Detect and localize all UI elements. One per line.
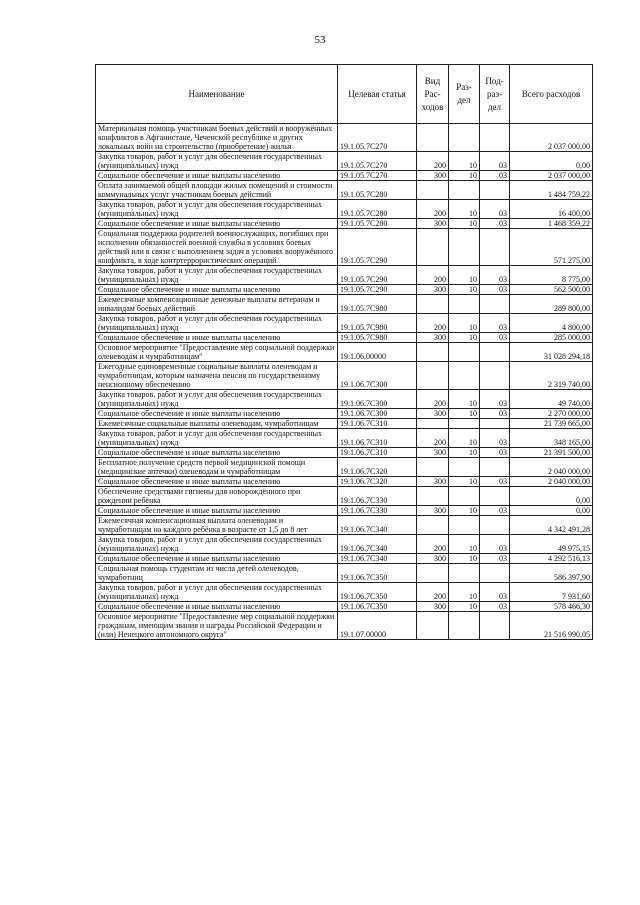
cell-code: 19.1.06.7С350 [338, 583, 417, 602]
cell-amount: 8 775,00 [510, 266, 593, 285]
cell-vid [417, 419, 449, 429]
cell-name: Закупка товаров, работ и услуг для обеспечения государственных (муниципальных) нужд [96, 390, 338, 409]
cell-vid: 200 [417, 390, 449, 409]
header-code: Целевая статья [338, 65, 417, 124]
table-row [96, 535, 593, 554]
cell-podrazdel: 03 [480, 506, 510, 516]
table-row [96, 487, 593, 506]
cell-razdel [449, 487, 480, 506]
cell-code: 19.1.06.7С350 [338, 564, 417, 583]
cell-code: 19.1.06.7С340 [338, 516, 417, 535]
table-row [96, 564, 593, 583]
cell-razdel [449, 181, 480, 200]
cell-vid: 300 [417, 285, 449, 295]
cell-name: Основное мероприятие "Предоставление мер социальной поддержки гражданам, имеющим звания и награды Российской Федерации и (или) Ненецкого автономного округа" [96, 612, 338, 640]
cell-code: 19.1.06.7С300 [338, 409, 417, 419]
cell-podrazdel [480, 362, 510, 390]
cell-name: Ежемесячные социальные выплаты оленеводам, чумработницам [96, 419, 338, 429]
cell-code: 19.1.05.7С270 [338, 152, 417, 171]
cell-podrazdel [480, 295, 510, 314]
cell-amount: 586 397,90 [510, 564, 593, 583]
cell-podrazdel: 03 [480, 266, 510, 285]
cell-razdel [449, 564, 480, 583]
header-name: Наименование [96, 65, 338, 124]
cell-vid: 300 [417, 554, 449, 564]
table-row [96, 419, 593, 429]
cell-amount: 0,00 [510, 487, 593, 506]
cell-podrazdel: 03 [480, 448, 510, 458]
cell-podrazdel: 03 [480, 602, 510, 612]
cell-amount: 2 319 740,00 [510, 362, 593, 390]
cell-vid: 300 [417, 333, 449, 343]
cell-razdel: 10 [449, 219, 480, 229]
cell-razdel: 10 [449, 535, 480, 554]
cell-code: 19.1.06.7С310 [338, 419, 417, 429]
table-row [96, 390, 593, 409]
cell-vid [417, 181, 449, 200]
cell-podrazdel: 03 [480, 333, 510, 343]
cell-amount: 571 275,00 [510, 229, 593, 266]
table-row [96, 266, 593, 285]
cell-vid: 300 [417, 171, 449, 181]
cell-amount: 2 270 000,00 [510, 409, 593, 419]
cell-name: Социальное обеспечение и иные выплаты населению [96, 448, 338, 458]
cell-code: 19.1.06.7С340 [338, 535, 417, 554]
table-row [96, 583, 593, 602]
cell-razdel: 10 [449, 333, 480, 343]
cell-amount: 578 466,30 [510, 602, 593, 612]
cell-razdel: 10 [449, 583, 480, 602]
cell-code: 19.1.05.7С270 [338, 124, 417, 152]
table-row [96, 429, 593, 448]
table-row [96, 333, 593, 343]
cell-amount: 4 800,00 [510, 314, 593, 333]
cell-name: Бесплатное получение средств первой медицинской помощи (медицинские аптечки) оленеводам и чумработницам [96, 458, 338, 477]
cell-name: Социальное обеспечение и иные выплаты населению [96, 477, 338, 487]
table-row [96, 343, 593, 362]
cell-razdel: 10 [449, 506, 480, 516]
cell-name: Закупка товаров, работ и услуг для обеспечения государственных (муниципальных) нужд [96, 429, 338, 448]
cell-amount: 1 484 759,22 [510, 181, 593, 200]
cell-name: Закупка товаров, работ и услуг для обеспечения государственных (муниципальных) нужд [96, 266, 338, 285]
cell-podrazdel [480, 229, 510, 266]
cell-code: 19.1.05.7С280 [338, 200, 417, 219]
cell-razdel [449, 229, 480, 266]
cell-code: 19.1.05.7С290 [338, 285, 417, 295]
header-total: Всего расходов [510, 65, 593, 124]
cell-name: Основное мероприятие "Предоставление мер социальной поддержки оленеводам и чумработницам" [96, 343, 338, 362]
cell-podrazdel [480, 487, 510, 506]
cell-vid: 300 [417, 602, 449, 612]
cell-amount: 285 000,00 [510, 333, 593, 343]
cell-razdel: 10 [449, 266, 480, 285]
cell-razdel: 10 [449, 200, 480, 219]
table-row [96, 612, 593, 640]
cell-code: 19.1.06.7С310 [338, 429, 417, 448]
table-row [96, 516, 593, 535]
cell-vid: 200 [417, 200, 449, 219]
cell-vid: 300 [417, 477, 449, 487]
table-row [96, 181, 593, 200]
table-row [96, 448, 593, 458]
cell-razdel [449, 124, 480, 152]
cell-razdel: 10 [449, 390, 480, 409]
cell-code: 19.1.06.00000 [338, 343, 417, 362]
cell-code: 19.1.05.7С280 [338, 219, 417, 229]
cell-vid: 300 [417, 506, 449, 516]
cell-vid [417, 124, 449, 152]
cell-name: Ежемесячная компенсационная выплата оленеводам и чумработницам на каждого ребёнка в возрасте от 1,5 до 8 лет [96, 516, 338, 535]
cell-podrazdel [480, 419, 510, 429]
cell-vid: 200 [417, 266, 449, 285]
cell-code: 19.1.06.7С330 [338, 506, 417, 516]
cell-amount: 21 391 500,00 [510, 448, 593, 458]
cell-code: 19.1.06.7С300 [338, 362, 417, 390]
table-row [96, 200, 593, 219]
cell-code: 19.1.06.7С340 [338, 554, 417, 564]
cell-amount: 2 040 000,00 [510, 458, 593, 477]
page-number: 53 [314, 34, 326, 46]
cell-vid [417, 487, 449, 506]
cell-podrazdel: 03 [480, 171, 510, 181]
cell-podrazdel: 03 [480, 477, 510, 487]
cell-vid [417, 343, 449, 362]
cell-name: Социальное обеспечение и иные выплаты населению [96, 506, 338, 516]
budget-table [95, 64, 593, 640]
cell-name: Социальное обеспечение и иные выплаты населению [96, 171, 338, 181]
cell-name: Закупка товаров, работ и услуг для обеспечения государственных (муниципальных) нужд [96, 314, 338, 333]
table-row [96, 458, 593, 477]
table-row [96, 409, 593, 419]
cell-name: Социальное обеспечение и иные выплаты населению [96, 602, 338, 612]
cell-podrazdel [480, 181, 510, 200]
cell-podrazdel [480, 124, 510, 152]
cell-razdel: 10 [449, 152, 480, 171]
cell-amount: 7 931,60 [510, 583, 593, 602]
table-row [96, 152, 593, 171]
cell-name: Закупка товаров, работ и услуг для обеспечения государственных (муниципальных) нужд [96, 200, 338, 219]
cell-vid: 200 [417, 583, 449, 602]
cell-name: Закупка товаров, работ и услуг для обеспечения государственных (муниципальных) нужд [96, 535, 338, 554]
cell-name: Социальная помощь студентам из числа детей оленеводов, чумработниц [96, 564, 338, 583]
cell-code: 19.1.05.7С280 [338, 181, 417, 200]
cell-amount: 289 800,00 [510, 295, 593, 314]
table-row [96, 124, 593, 152]
cell-razdel: 10 [449, 429, 480, 448]
table-row [96, 477, 593, 487]
cell-razdel [449, 295, 480, 314]
cell-vid [417, 362, 449, 390]
cell-vid: 300 [417, 448, 449, 458]
cell-podrazdel: 03 [480, 390, 510, 409]
cell-code: 19.1.06.7С330 [338, 487, 417, 506]
table-row [96, 229, 593, 266]
cell-code: 19.1.06.7С300 [338, 390, 417, 409]
cell-amount: 16 400,00 [510, 200, 593, 219]
cell-razdel: 10 [449, 409, 480, 419]
header-razdel: Раз- дел [449, 65, 480, 124]
cell-code: 19.1.07.00000 [338, 612, 417, 640]
cell-code: 19.1.05.7С980 [338, 295, 417, 314]
cell-podrazdel: 03 [480, 583, 510, 602]
cell-code: 19.1.06.7С350 [338, 602, 417, 612]
cell-podrazdel: 03 [480, 285, 510, 295]
cell-podrazdel [480, 343, 510, 362]
cell-amount: 49 975,15 [510, 535, 593, 554]
cell-amount: 0,00 [510, 152, 593, 171]
table-row [96, 219, 593, 229]
cell-name: Оплата занимаемой общей площади жилых помещений и стоимости коммунальных услуг участникам боевых действий [96, 181, 338, 200]
table-row [96, 171, 593, 181]
cell-vid: 200 [417, 314, 449, 333]
cell-amount: 348 165,00 [510, 429, 593, 448]
cell-vid [417, 229, 449, 266]
table-body [96, 124, 593, 640]
cell-razdel: 10 [449, 477, 480, 487]
cell-code: 19.1.05.7С980 [338, 314, 417, 333]
cell-code: 19.1.05.7С290 [338, 266, 417, 285]
cell-amount: 21 516 990,05 [510, 612, 593, 640]
cell-name: Ежемесячные компенсационные денежные выплаты ветеранам и инвалидам боевых действий [96, 295, 338, 314]
cell-razdel [449, 343, 480, 362]
cell-name: Закупка товаров, работ и услуг для обеспечения государственных (муниципальных) нужд [96, 152, 338, 171]
cell-vid: 300 [417, 409, 449, 419]
cell-razdel [449, 458, 480, 477]
cell-name: Социальное обеспечение и иные выплаты населению [96, 409, 338, 419]
cell-podrazdel: 03 [480, 314, 510, 333]
header-podrazdel: Под- раз- дел [480, 65, 510, 124]
cell-amount: 2 040 000,00 [510, 477, 593, 487]
cell-name: Ежегодные единовременные социальные выплаты оленеводам и чумработницам, которым назначена пенсия по государственному пенсионному обеспечению [96, 362, 338, 390]
cell-code: 19.1.05.7С290 [338, 229, 417, 266]
cell-vid: 200 [417, 535, 449, 554]
cell-amount: 0,00 [510, 506, 593, 516]
cell-amount: 562 500,00 [510, 285, 593, 295]
cell-podrazdel [480, 564, 510, 583]
cell-code: 19.1.06.7С320 [338, 477, 417, 487]
table-row [96, 314, 593, 333]
cell-vid: 200 [417, 429, 449, 448]
table-row [96, 506, 593, 516]
cell-name: Материальная помощь участникам боевых действий и вооружённых конфликтов в Афганистане, Чеченской республике и других локальных войн на строительство (приобретение) жилья [96, 124, 338, 152]
cell-name: Обеспечение средствами гигиены для новорождённого при рождении ребёнка [96, 487, 338, 506]
cell-amount: 21 739 665,00 [510, 419, 593, 429]
cell-razdel [449, 362, 480, 390]
cell-name: Социальное обеспечение и иные выплаты населению [96, 554, 338, 564]
table-header-row [96, 65, 593, 124]
cell-vid [417, 516, 449, 535]
cell-podrazdel: 03 [480, 200, 510, 219]
header-vid: Вид Рас- ходов [417, 65, 449, 124]
cell-razdel: 10 [449, 602, 480, 612]
table-row [96, 554, 593, 564]
cell-razdel [449, 419, 480, 429]
table-row [96, 285, 593, 295]
cell-podrazdel: 03 [480, 409, 510, 419]
cell-name: Социальное обеспечение и иные выплаты населению [96, 333, 338, 343]
cell-vid [417, 295, 449, 314]
cell-razdel: 10 [449, 554, 480, 564]
cell-razdel [449, 612, 480, 640]
cell-vid [417, 458, 449, 477]
cell-code: 19.1.05.7С980 [338, 333, 417, 343]
cell-amount: 1 468 359,22 [510, 219, 593, 229]
cell-code: 19.1.06.7С320 [338, 458, 417, 477]
cell-amount: 49 740,00 [510, 390, 593, 409]
cell-amount: 2 037 000,00 [510, 171, 593, 181]
cell-razdel: 10 [449, 171, 480, 181]
cell-podrazdel [480, 612, 510, 640]
cell-vid [417, 612, 449, 640]
cell-razdel: 10 [449, 285, 480, 295]
table-row [96, 295, 593, 314]
cell-code: 19.1.05.7С270 [338, 171, 417, 181]
cell-name: Социальное обеспечение и иные выплаты населению [96, 219, 338, 229]
cell-amount: 4 292 516,13 [510, 554, 593, 564]
cell-vid: 300 [417, 219, 449, 229]
cell-vid [417, 564, 449, 583]
cell-podrazdel [480, 458, 510, 477]
cell-razdel: 10 [449, 448, 480, 458]
cell-podrazdel: 03 [480, 535, 510, 554]
cell-name: Социальное обеспечение и иные выплаты населению [96, 285, 338, 295]
cell-name: Социальная поддержка родителей военнослужащих, погибших при исполнении обязанностей военной службы в условиях боевых действий или в связи с выполнением задач в условиях вооружённого конфликта, в ходе контртеррористических операций [96, 229, 338, 266]
table-row [96, 362, 593, 390]
table-row [96, 602, 593, 612]
cell-razdel: 10 [449, 314, 480, 333]
cell-amount: 31 028 294,18 [510, 343, 593, 362]
cell-vid: 200 [417, 152, 449, 171]
cell-podrazdel: 03 [480, 219, 510, 229]
cell-podrazdel [480, 516, 510, 535]
cell-podrazdel: 03 [480, 152, 510, 171]
cell-code: 19.1.06.7С310 [338, 448, 417, 458]
cell-razdel [449, 516, 480, 535]
cell-amount: 2 037 000,00 [510, 124, 593, 152]
cell-amount: 4 342 491,28 [510, 516, 593, 535]
cell-podrazdel: 03 [480, 429, 510, 448]
cell-name: Закупка товаров, работ и услуг для обеспечения государственных (муниципальных) нужд [96, 583, 338, 602]
cell-podrazdel: 03 [480, 554, 510, 564]
